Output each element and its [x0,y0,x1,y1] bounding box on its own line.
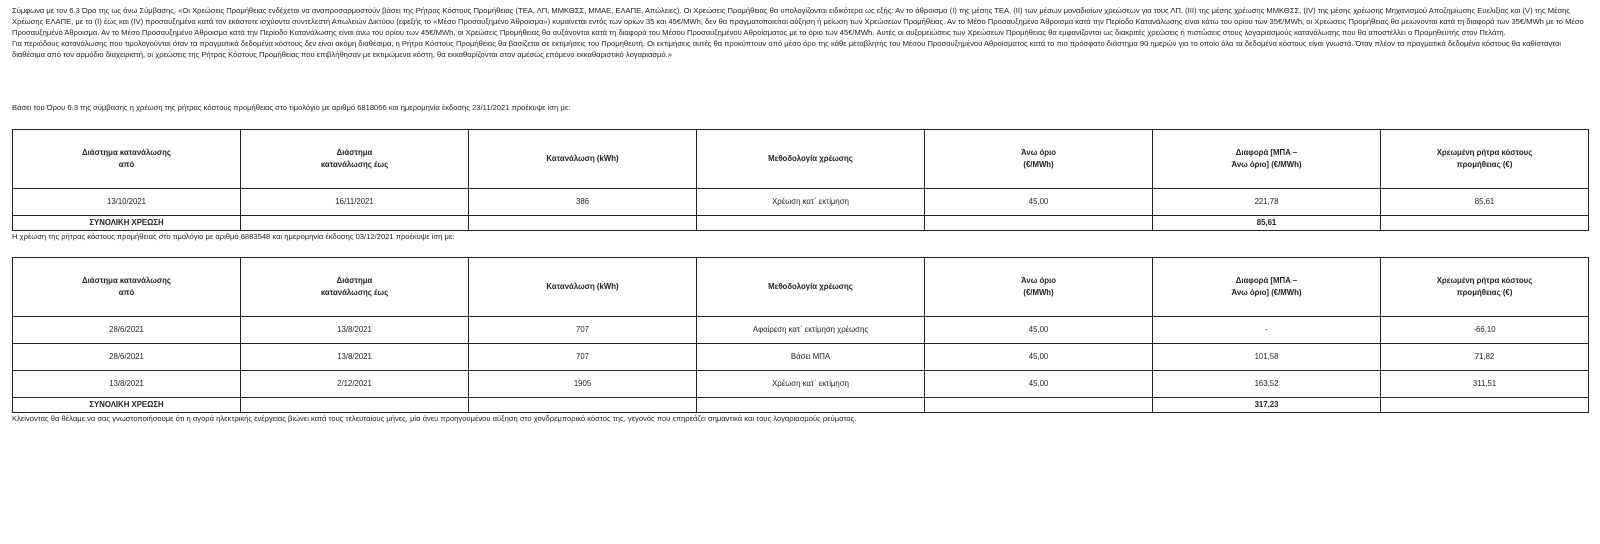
header-consumption: Κατανάλωση (kWh) [469,258,697,317]
total-value: 317,23 [1153,398,1381,413]
total-label: ΣΥΝΟΛΙΚΗ ΧΡΕΩΣΗ [13,216,241,231]
cell-upper: 45,00 [925,344,1153,371]
header-charged-clause: Χρεωμένη ρήτρα κόστους προμήθειας (€) [1381,130,1589,189]
cell-from: 28/6/2021 [13,317,241,344]
cell-kwh: 1905 [469,371,697,398]
cell-kwh: 707 [469,317,697,344]
cell-from: 13/8/2021 [13,371,241,398]
cell-upper: 45,00 [925,189,1153,216]
header-difference: Διαφορά [ΜΠΑ – Άνω όριο] (€/MWh) [1153,258,1381,317]
table-row [13,189,1589,216]
cell-to: 13/8/2021 [241,317,469,344]
invoice1-paragraph: Βάσει του Όρου 6.3 της σύμβασης η χρέωση της ρήτρας κόστους προμήθειας στο τιμολόγιο με αριθμό 6818066 και ημερομηνία έκδοσης 23/11/2021 προέκυψε ίση με: [12,103,571,112]
header-difference: Διαφορά [ΜΠΑ – Άνω όριο] (€/MWh) [1153,130,1381,189]
cell-charged: 85,61 [1381,189,1589,216]
total-row [13,216,1589,231]
header-to: Διάστημα κατανάλωσης έως [241,258,469,317]
estimates-paragraph: Για περιόδους κατανάλωσης που τιμολογούνται όταν τα πραγματικά δεδομένα κόστους δεν είναι ακόμη διαθέσιμα, η Ρήτρα Κόστους Προμήθειας θα βασίζεται σε εκτιμήσεις του Προμηθευτή. Οι εκτιμήσεις αυτές θα προκύπτουν από μέσο όρο της κάθε μεταβλητής του Μέσου Προσαυξημένου Αθροίσματος κατά το πιο πρόσφατο διάστημα 90 ημερών για το οποίο όλα τα δεδομένα κόστους είναι γνωστά. Όταν πλέον τα πραγματικά δεδομένα κόστους θα καθίστανται διαθέσιμα από τον αρμόδιο διαχειριστή, οι χρεώσεις της Ρήτρας Κόστους Προμήθειας που επιβλήθησαν με εκτιμώμενα κόστη, θα εκκαθαρίζονται στον αμέσως επόμενο εκκαθαριστικό λογαριασμό.» [12,39,1562,59]
table-row [13,371,1589,398]
header-method: Μεθοδολογία χρέωσης [697,258,925,317]
cell-charged: -66,10 [1381,317,1589,344]
header-from: Διάστημα κατανάλωσης από [13,258,241,317]
cell-diff: - [1153,317,1381,344]
header-upper-limit: Άνω όριο (€/MWh) [925,130,1153,189]
cell-upper: 45,00 [925,371,1153,398]
cell-to: 13/8/2021 [241,344,469,371]
table-row [13,317,1589,344]
cell-kwh: 386 [469,189,697,216]
cell-from: 28/6/2021 [13,344,241,371]
cell-to: 2/12/2021 [241,371,469,398]
cell-method: Χρέωση κατ΄ εκτίμηση [697,371,925,398]
header-method: Μεθοδολογία χρέωσης [697,130,925,189]
cell-diff: 163,52 [1153,371,1381,398]
cell-from: 13/10/2021 [13,189,241,216]
total-value: 85,61 [1153,216,1381,231]
charges-table-2 [12,257,1589,413]
cell-charged: 71,82 [1381,344,1589,371]
header-from: Διάστημα κατανάλωσης από [13,130,241,189]
cell-to: 16/11/2021 [241,189,469,216]
cell-charged: 311,51 [1381,371,1589,398]
cell-diff: 101,58 [1153,344,1381,371]
header-charged-clause: Χρεωμένη ρήτρα κόστους προμήθειας (€) [1381,258,1589,317]
intro-section [12,5,1588,102]
table-header-row [13,258,1589,317]
cell-upper: 45,00 [925,317,1153,344]
header-upper-limit: Άνω όριο (€/MWh) [925,258,1153,317]
cell-method: Χρέωση κατ΄ εκτίμηση [697,189,925,216]
charges-table-1 [12,129,1589,231]
total-label: ΣΥΝΟΛΙΚΗ ΧΡΕΩΣΗ [13,398,241,413]
header-to: Διάστημα κατανάλωσης έως [241,130,469,189]
table-row [13,344,1589,371]
invoice2-paragraph: Η χρέωση της ρήτρας κόστους προμήθειας στο τιμολόγιο με αριθμό 6883548 και ημερομηνία έκδοσης 03/12/2021 προέκυψε ίση με: [12,232,455,241]
header-consumption: Κατανάλωση (kWh) [469,130,697,189]
contract-term-paragraph: Σύμφωνα με τον 6.3 Όρο της ως άνω Σύμβασης, «Οι Χρεώσεις Προμήθειας ενδέχεται να αναπροσαρμοστούν βάσει της Ρήτρας Κόστους Προμήθειας (ΤΕΑ, ΛΠ, ΜΜΚΘΣΣ, ΜΜΑΕ, ΕΛΑΠΕ, Απώλειες). Οι Χρεώσεις Προμήθειας θα υπολογίζονται ειδικότερα ως εξής: Αν το άθροισμα (I) της μέσης ΤΕΑ, (II) των μέσων μοναδιαίων χρεώσεων για τους ΛΠ, (III) της μέσης χρέωσης ΜΜΚΘΣΣ, (IV) της μέσης χρέωσης Μηχανισμού Αποζημίωσης Ευελιξίας και (V) της Μέσης Χρέωσης ΕΛΑΠΕ, με τα (I) έως και (IV) προσαυξημένα κατά τον εκάστοτε ισχύοντα συντελεστή Απωλειών Δικτύου (εφεξής το «Μέσο Προσαυξημένο Άθροισμα») κυμαίνεται εντός των ορίων 35 και 45€/MWh, δεν θα πραγματοποιείται αύξηση ή μείωση των Χρεώσεων Προμήθειας. Αν το Μέσο Προσαυξημένο Άθροισμα κατά την Περίοδο Κατανάλωσης είναι κάτω του ορίου των 35€/MWh, οι Χρεώσεις Προμήθειας θα μειώνονται κατά τη διαφορά των 35€/MWh με το Μέσο Προσαυξημένο Άθροισμα. Αν το Μέσο Προσαυξημένο Άθροισμα κατά την Περίοδο Κατανάλωσης είναι άνω του ορίου των 45€/MWh, οι Χρεώσεις Προμήθειας θα αυξάνονται κατά τη διαφορά του Μέσου Προσαυξημένου Αθροίσματος με το όριο των 45€/MWh. Αυτές οι αυξομειώσεις των Χρεώσεων Προμήθειας θα εμφανίζονται ως διακριτές χρεώσεις ή πιστώσεις στους λογαριασμούς κατανάλωσης που θα αποστέλλει ο Προμηθευτής στον Πελάτη. [12,6,1584,37]
cell-kwh: 707 [469,344,697,371]
cell-diff: 221,78 [1153,189,1381,216]
closing-paragraph: Κλείνοντας θα θέλαμε να σας γνωστοποιήσουμε ότι η αγορά ηλεκτρικής ενέργειας βιώνει κατά τους τελευταίους μήνες, μία άνευ προηγουμένου αύξηση στο χονδρεμπορικό κόστος της, γεγονός που επηρεάζει σημαντικά και τους λογαριασμούς ρεύματος. [12,414,857,423]
cell-method: Βάσει ΜΠΑ [697,344,925,371]
total-row [13,398,1589,413]
cell-method: Αφαίρεση κατ΄ εκτίμηση χρέωσης [697,317,925,344]
table-header-row [13,130,1589,189]
